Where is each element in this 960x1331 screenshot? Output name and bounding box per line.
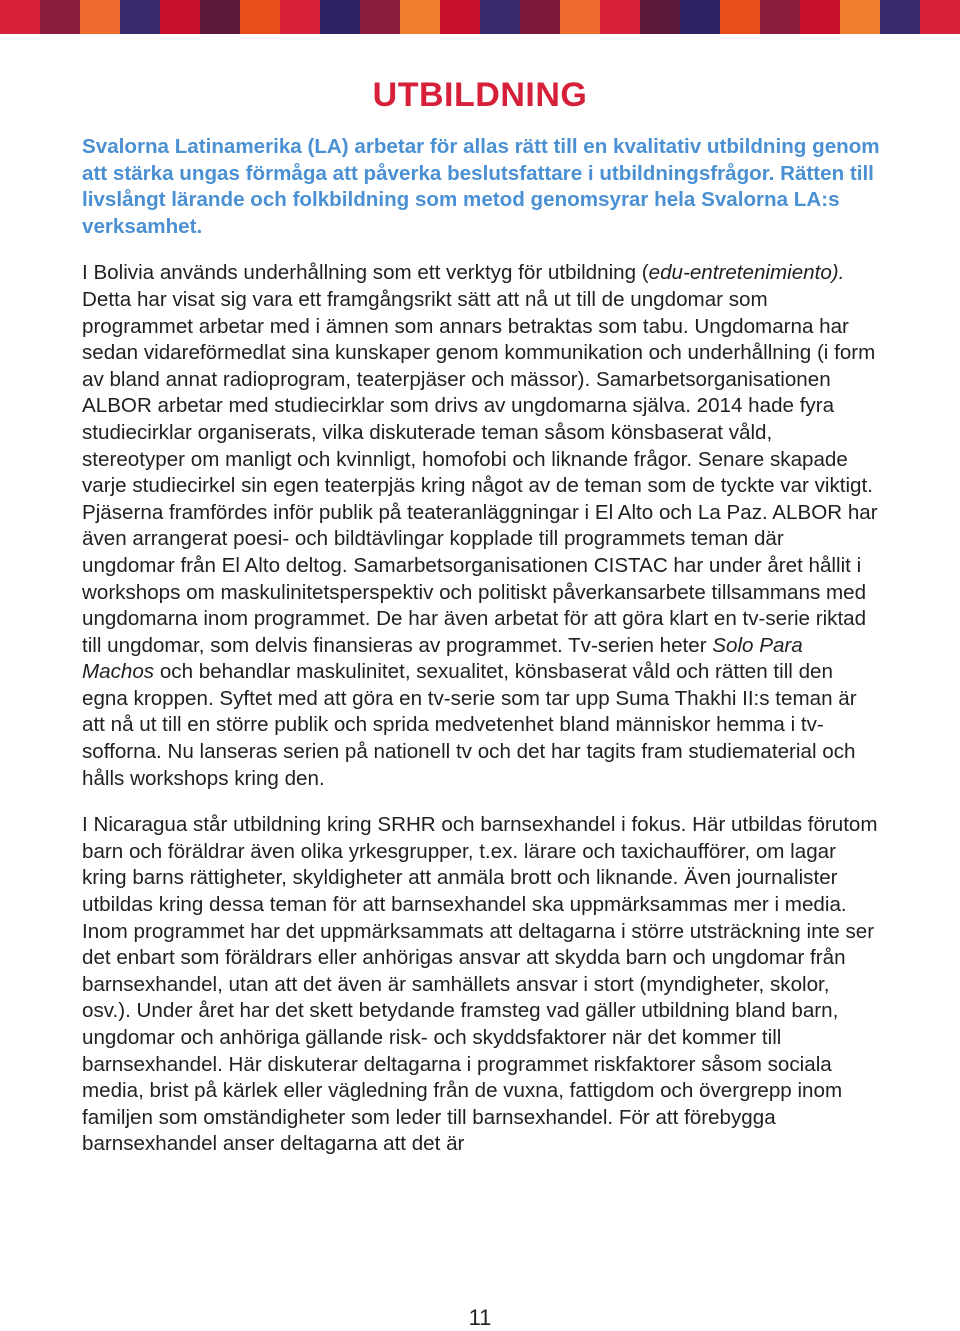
bolivia-text-2: Detta har visat sig vara ett framgångsrikt sätt att nå ut till de ungdomar som programmet arbetar med i ämnen som annars betraktas som tabu. Ungdomarna har sedan vidareförmedlat sina kunskaper genom kommunikation och underhållning (i form av bland annat radioprogram, teaterpjäser och mässor). Samarbetsorganisationen ALBOR arbetar med studiecirklar som drivs av ungdomarna själva. 2014 hade fyra studiecirklar organiserats, vilka diskuterade teman såsom könsbaserat våld, stereotyper om manligt och kvinnligt, homofobi och liknande frågor. Senare skapade varje studiecirkel sin egen teaterpjäs kring något av de teman som de tyckte var viktigt. Pjäserna framfördes inför publik på teateranläggningar i El Alto och La Paz. ALBOR har även arrangerat poesi- och bildtävlingar kopplade till programmets teman där ungdomar från El Alto deltog. Samarbetsorganisationen CISTAC har under året hållit i workshops om maskulinitetsperspektiv och politiskt påverkansarbete tillsammans med ungdomarna inom programmet. De har även arbetat för att göra klart en tv-serie riktad till ungdomar, som delvis finansieras av programmet. Tv-serien heter — [82, 287, 878, 657]
bolivia-text-3: och behandlar maskulinitet, sexualitet, könsbaserat våld och rätten till den egna kroppen. Syftet med att göra en tv-serie som tar upp Suma Thakhi II:s teman är att nå ut till en större publik och sprida medvetenhet bland människor hemma i tv-sofforna. Nu lanseras serien på nationell tv och det har tagits fram studiematerial och hålls workshops kring den. — [82, 660, 857, 790]
stripe-segment — [480, 0, 520, 34]
stripe-segment — [440, 0, 480, 34]
stripe-segment — [120, 0, 160, 34]
stripe-segment — [720, 0, 760, 34]
stripe-segment — [240, 0, 280, 34]
stripe-segment — [840, 0, 880, 34]
header-color-stripe — [0, 0, 960, 34]
bolivia-italic-term: edu-entretenimiento). — [648, 261, 845, 285]
page-number: 11 — [468, 1305, 492, 1330]
tv-series-title: Solo Para Machos — [82, 633, 803, 684]
intro-paragraph: Svalorna Latinamerika (LA) arbetar för allas rätt till en kvalitativ utbildning genom att stärka ungas förmåga att påverka beslutsfattare i utbildningsfrågor. Rätten till livslångt lärande och folkbildning som metod genomsyrar hela Svalorna LA:s verksamhet. — [82, 135, 880, 238]
stripe-segment — [40, 0, 80, 34]
bolivia-paragraph — [82, 260, 880, 792]
article-body — [82, 134, 880, 1158]
page-title: UTBILDNING — [372, 76, 588, 114]
stripe-segment — [640, 0, 680, 34]
stripe-segment — [760, 0, 800, 34]
stripe-segment — [200, 0, 240, 34]
bolivia-text-1: I Bolivia används underhållning som ett verktyg för utbildning ( — [82, 261, 649, 285]
stripe-segment — [280, 0, 320, 34]
stripe-segment — [520, 0, 560, 34]
stripe-segment — [0, 0, 40, 34]
stripe-segment — [560, 0, 600, 34]
stripe-segment — [400, 0, 440, 34]
stripe-segment — [680, 0, 720, 34]
stripe-segment — [880, 0, 920, 34]
stripe-segment — [80, 0, 120, 34]
stripe-segment — [920, 0, 960, 34]
stripe-segment — [600, 0, 640, 34]
stripe-segment — [800, 0, 840, 34]
nicaragua-paragraph: I Nicaragua står utbildning kring SRHR och barnsexhandel i fokus. Här utbildas förutom barn och föräldrar även olika yrkesgrupper, t.ex. lärare och taxichaufförer, om lagar kring barns rättigheter, skyldigheter att anmäla brott och liknande. Även journalister utbildas kring dessa teman för att barnsexhandel ska uppmärksammas mer i media. Inom programmet har det uppmärksammats att deltagarna i större utsträckning inte ser det enbart som föräldrars eller anhörigas ansvar att skydda barn och ungdomar från barnsexhandel, utan att det även är samhällets ansvar i stort (myndigheter, skolor, osv.). Under året har det skett betydande framsteg vad gäller utbildning bland barn, ungdomar och anhöriga gällande risk- och skyddsfaktorer när det kommer till barnsexhandel. Här diskuterar deltagarna i programmet riskfaktorer såsom sociala media, brist på kärlek eller vägledning från de vuxna, fattigdom och övergrepp inom familjen som omständigheter som leder till barnsexhandel. För att förebygga barnsexhandel anser deltagarna att det är — [82, 813, 878, 1156]
stripe-segment — [160, 0, 200, 34]
stripe-segment — [320, 0, 360, 34]
stripe-segment — [360, 0, 400, 34]
